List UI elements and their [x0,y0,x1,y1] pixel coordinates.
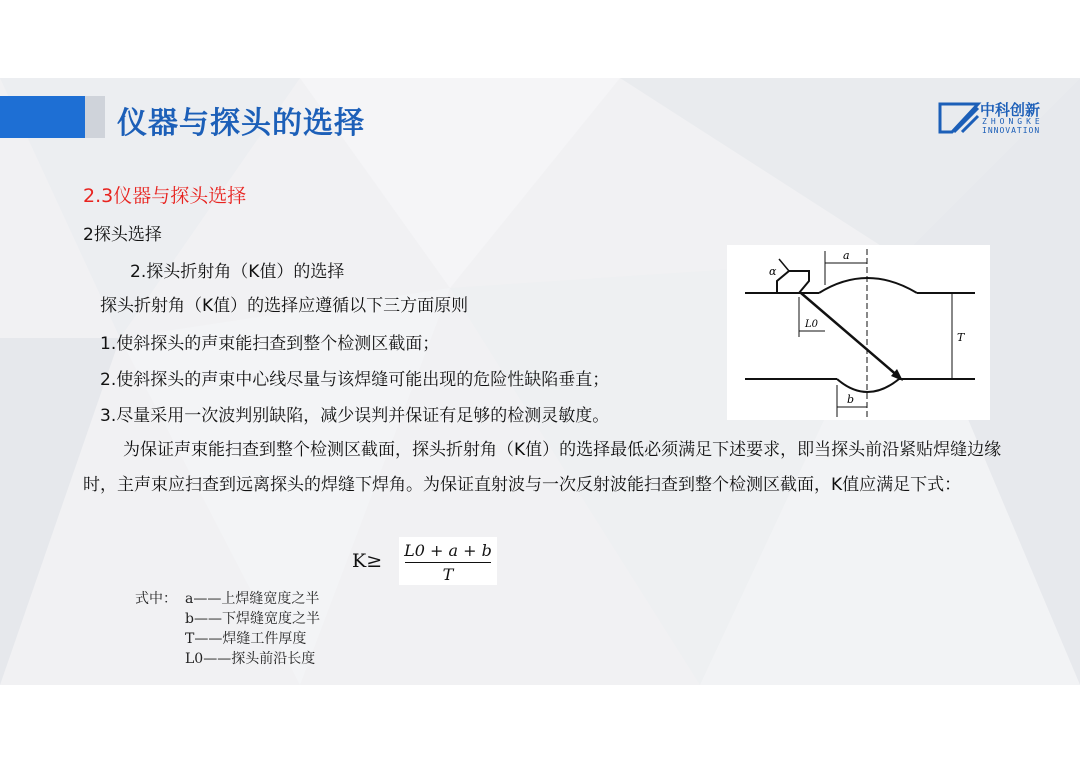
requirement-paragraph: 为保证声束能扫查到整个检测区截面，探头折射角（K值）的选择最低必须满足下述要求，即当探头前沿紧贴焊缝边缘时，主声束应扫查到远离探头的焊缝下焊角。为保证直射波与一次反射波能扫查到整个检测区截面，K值应满足下式： [83,440,1002,495]
formula-numerator: L0 + a + b [404,541,492,560]
logo-text-cn: 中科创新 [980,101,1041,119]
section-title: 2.3仪器与探头选择 [83,185,247,207]
page-title: 仪器与探头的选择 [117,106,365,141]
principle-3: 3.尽量采用一次波判别缺陷，减少误判并保证有足够的检测灵敏度。 [100,406,610,426]
principle-1: 1.使斜探头的声束能扫查到整个检测区截面； [100,334,440,354]
item-title: 2.探头折射角（K值）的选择 [130,262,345,282]
note-T: T——焊缝工件厚度 [185,631,307,647]
diagram-label-L0: L0 [805,319,819,330]
formula-fraction [399,537,497,585]
weld-diagram [727,245,990,420]
formula-lhs: K≥ [352,550,383,572]
formula-fraction-line [405,562,491,563]
slide [0,78,1080,685]
note-a: a——上焊缝宽度之半 [185,591,320,607]
principle-intro: 探头折射角（K值）的选择应遵循以下三方面原则 [100,296,469,316]
logo-text-en-2: INNOVATION [982,126,1041,135]
header-accent-bar [0,96,85,138]
principle-2: 2.使斜探头的声束中心线尽量与该焊缝可能出现的危险性缺陷垂直； [100,370,610,390]
logo-text-en-1: ZHONGKE [982,117,1044,126]
note-b: b——下焊缝宽度之半 [185,611,320,627]
weld-diagram-svg [727,245,990,420]
formula-denominator: T [442,565,454,584]
header-accent-bar-gray [85,96,105,138]
sub-title: 2探头选择 [83,225,162,245]
note-L0: L0——探头前沿长度 [185,651,316,667]
diagram-label-a: a [843,249,850,262]
diagram-label-T: T [957,331,965,344]
notes-prefix: 式中： [135,591,177,607]
diagram-label-alpha: α [769,265,777,278]
diagram-label-b: b [847,393,855,406]
